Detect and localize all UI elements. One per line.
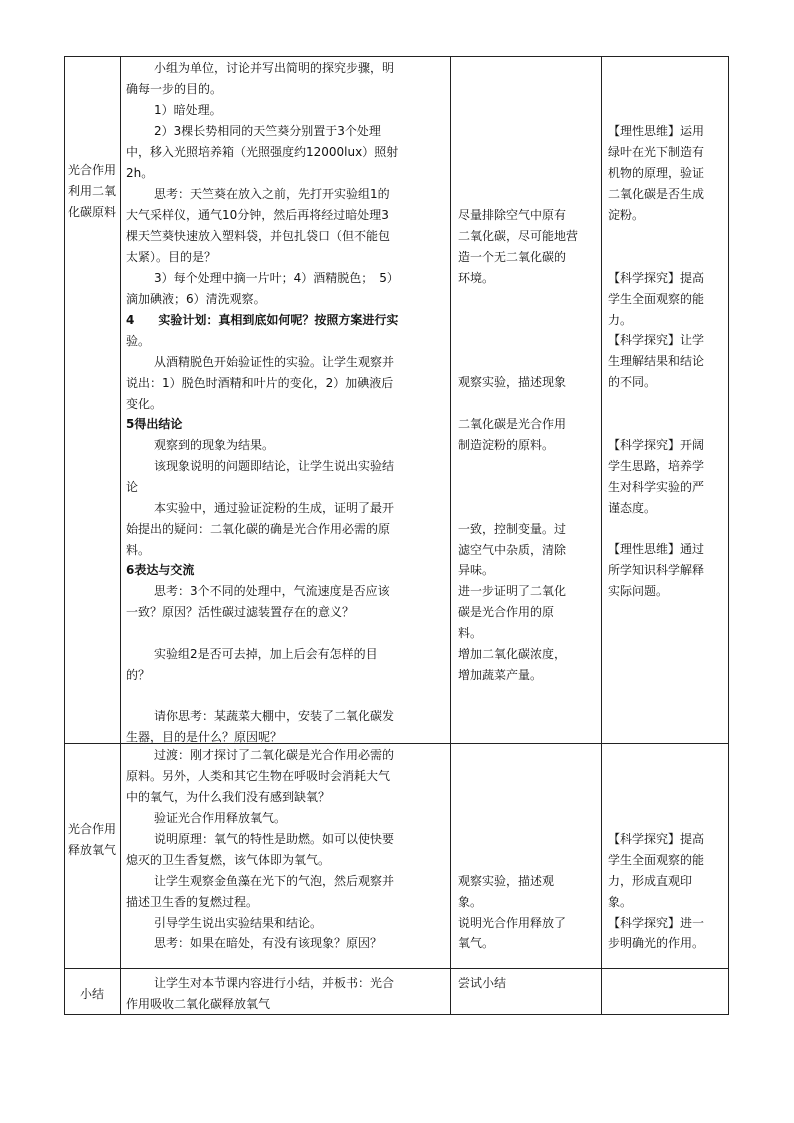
row1-line: 中，移入光照培养箱（光照强度约12000lux）照射 [126, 145, 399, 159]
row3-student-line: 尝试小结 [458, 976, 507, 990]
row1-line: 2h。 [126, 166, 154, 180]
row1-intent-line: 绿叶在光下制造有 [608, 145, 705, 159]
table-right-border [728, 56, 729, 1015]
row1-intent-line: 【科学探究】让学 [608, 333, 705, 347]
column-divider-3 [601, 56, 602, 1015]
row2-intent-line: 【科学探究】提高 [608, 832, 705, 846]
row1-student-line: 观察实验，描述现象 [458, 375, 567, 389]
row1-student-line: 制造淀粉的原料。 [458, 438, 555, 452]
row1-line: 3）每个处理中摘一片叶；4）酒精脱色； 5） [154, 271, 399, 285]
row2-line: 思考：如果在暗处，有没有该现象？原因？ [154, 936, 383, 950]
row1-line: 的？ [126, 668, 151, 682]
row1-intent-line: 【理性思维】通过 [608, 542, 705, 556]
row1-line: 料。 [126, 543, 151, 557]
row1-line: 小组为单位，讨论并写出简明的探究步骤，明 [154, 61, 395, 75]
row1-student-line: 异味。 [458, 563, 495, 577]
row1-student-line: 进一步证明了二氧化 [458, 584, 567, 598]
table-top-border [64, 56, 729, 57]
row1-student-line: 尽量排除空气中原有 [458, 208, 567, 222]
row1-student-line: 碳是光合作用的原 [458, 605, 555, 619]
row2-student-line: 观察实验，描述观 [458, 874, 555, 888]
row1-student-line: 一致，控制变量。过 [458, 522, 567, 536]
row2-line: 验证光合作用释放氧气。 [154, 811, 287, 825]
row3-line: 让学生对本节课内容进行小结，并板书：光合 [154, 976, 395, 990]
row1-line: 棵天竺葵快速放入塑料袋，并包扎袋口（但不能包 [126, 229, 391, 243]
row1-line: 该现象说明的问题即结论，让学生说出实验结 [154, 459, 395, 473]
row1-intent-line: 生理解结果和结论 [608, 354, 705, 368]
row1-line: 实验组2是否可去掉，加上后会有怎样的目 [154, 647, 378, 661]
row1-section-heading: 6表达与交流 [126, 563, 195, 577]
row1-line: 论 [126, 480, 139, 494]
row2-intent-line: 力，形成直观印 [608, 874, 693, 888]
row1-student-line: 环境。 [458, 271, 495, 285]
row1-student-line: 造一个无二氧化碳的 [458, 250, 567, 264]
row1-line: 始提出的疑问：二氧化碳的确是光合作用必需的原 [126, 522, 391, 536]
row2-line: 说明原理：氧气的特性是助燃。如可以使快要 [154, 832, 395, 846]
row2-intent-line: 【科学探究】进一 [608, 916, 705, 930]
column-divider-2 [450, 56, 451, 1015]
row1-line: 验。 [126, 334, 151, 348]
row1-intent-line: 淀粉。 [608, 208, 645, 222]
row2-stage-label: 光合作用释放氧气 [68, 822, 117, 857]
row1-line: 思考：3个不同的处理中，气流速度是否应该 [154, 584, 390, 598]
row2-intent-line: 步明确光的作用。 [608, 936, 705, 950]
row1-student-line: 料。 [458, 626, 483, 640]
row1-section-heading: 4 实验计划：真相到底如何呢？按照方案进行实 [126, 313, 399, 327]
row2-student-line: 象。 [458, 895, 483, 909]
row3-line: 作用吸收二氧化碳释放氧气 [126, 997, 271, 1011]
row1-intent-line: 所学知识科学解释 [608, 563, 705, 577]
row1-line: 变化。 [126, 397, 163, 411]
row2-student-line: 说明光合作用释放了 [458, 916, 567, 930]
row1-intent-line: 二氧化碳是否生成 [608, 187, 705, 201]
row1-line: 1）暗处理。 [154, 103, 222, 117]
row2-line: 让学生观察金鱼藻在光下的气泡，然后观察并 [154, 874, 395, 888]
row1-student-line: 增加蔬菜产量。 [458, 668, 543, 682]
row2-line: 原料。另外，人类和其它生物在呼吸时会消耗大气 [126, 769, 391, 783]
row1-intent-line: 学生全面观察的能 [608, 292, 705, 306]
row1-line: 大气采样仪，通气10分钟，然后再将经过暗处理3 [126, 208, 389, 222]
row2-line: 过渡：刚才探讨了二氧化碳是光合作用必需的 [154, 748, 395, 762]
row1-student-line: 增加二氧化碳浓度， [458, 647, 567, 661]
row1-line: 请你思考：某蔬菜大棚中，安装了二氧化碳发 [154, 709, 395, 723]
row2-intent-line: 象。 [608, 895, 633, 909]
row1-section-heading: 5得出结论 [126, 417, 183, 431]
row-divider-2 [64, 968, 729, 969]
table-left-border [64, 56, 65, 1015]
row2-intent-line: 学生全面观察的能 [608, 853, 705, 867]
row1-intent-line: 【科学探究】开阔 [608, 438, 705, 452]
row1-intent-line: 的不同。 [608, 375, 657, 389]
row1-line: 2）3棵长势相同的天竺葵分别置于3个处理 [154, 124, 381, 138]
row2-line: 中的氧气，为什么我们没有感到缺氧？ [126, 790, 331, 804]
row1-student-line: 二氧化碳，尽可能地营 [458, 229, 579, 243]
row1-line: 太紧）。目的是？ [126, 250, 217, 264]
row2-line: 引导学生说出实验结果和结论。 [154, 916, 323, 930]
row1-line: 从酒精脱色开始验证性的实验。让学生观察并 [154, 355, 395, 369]
row1-stage-label: 光合作用利用二氧化碳原料 [68, 163, 117, 219]
row3-stage-label: 小结 [79, 987, 104, 1001]
row2-line: 描述卫生香的复燃过程。 [126, 895, 259, 909]
row1-line: 一致？原因？活性碳过滤装置存在的意义？ [126, 605, 355, 619]
row2-student-line: 氧气。 [458, 936, 495, 950]
row1-intent-line: 【理性思维】运用 [608, 124, 705, 138]
row1-line: 生器，目的是什么？原因呢？ [126, 730, 283, 744]
column-divider-1 [120, 56, 121, 1015]
row1-line: 说出：1）脱色时酒精和叶片的变化，2）加碘液后 [126, 376, 394, 390]
row1-line: 滴加碘液；6）清洗观察。 [126, 292, 266, 306]
row1-intent-line: 实际问题。 [608, 584, 669, 598]
row1-intent-line: 谨态度。 [608, 501, 657, 515]
row1-line: 本实验中，通过验证淀粉的生成，证明了最开 [154, 501, 395, 515]
row1-intent-line: 学生思路，培养学 [608, 459, 705, 473]
row1-student-line: 滤空气中杂质，清除 [458, 543, 567, 557]
row2-line: 熄灭的卫生香复燃，该气体即为氧气。 [126, 853, 331, 867]
row1-intent-line: 生对科学实验的严 [608, 480, 705, 494]
row1-intent-line: 机物的原理，验证 [608, 166, 705, 180]
row1-intent-line: 力。 [608, 313, 633, 327]
row1-intent-line: 【科学探究】提高 [608, 271, 705, 285]
row1-student-line: 二氧化碳是光合作用 [458, 417, 567, 431]
row1-line: 观察到的现象为结果。 [154, 438, 275, 452]
row1-line: 确每一步的目的。 [126, 82, 223, 96]
row1-line: 思考：天竺葵在放入之前，先打开实验组1的 [154, 187, 390, 201]
